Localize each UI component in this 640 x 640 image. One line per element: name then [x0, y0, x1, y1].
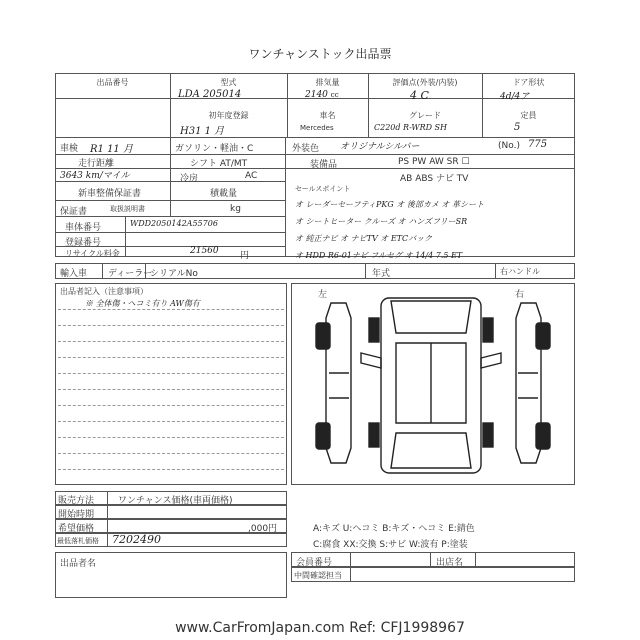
- recycle-unit: 円: [240, 251, 250, 261]
- equipment-label: 装備品: [310, 160, 338, 170]
- member-label: 会員番号: [296, 558, 333, 568]
- equipment-row1: PS PW AW SR ☐: [398, 157, 470, 167]
- grade-eval-value: 4 C: [410, 89, 429, 102]
- grade-label: グレード: [409, 111, 441, 120]
- plate-label: 登録番号: [65, 238, 102, 248]
- first-reg-value: H31 1 月: [180, 126, 225, 137]
- min-value: 7202490: [112, 533, 161, 546]
- chassis-label: 車体番号: [65, 223, 102, 233]
- inspection-label: 車検: [60, 144, 79, 154]
- watermark: www.CarFromJapan.com Ref: CFJ1998967: [175, 620, 465, 636]
- grade-value: C220d R-WRD SH: [374, 123, 448, 132]
- equipment-row2: AB ABS ナビ TV: [400, 174, 469, 184]
- ac-label: 冷房: [180, 174, 199, 184]
- mileage-value: 3643 km/マイル: [60, 171, 130, 181]
- handle-label: 右ハンドル: [500, 267, 540, 276]
- grade-eval-label: 評価点(外装/内装): [392, 78, 458, 87]
- start-label: 開始時期: [58, 510, 95, 520]
- inspection-value: R1 11 月: [90, 144, 133, 155]
- sales-point-2: オ シートヒーター クルーズ オ ハンズフリーSR: [295, 217, 468, 226]
- chassis-value: WDD2050142A55706: [130, 219, 218, 228]
- notes-box: [55, 283, 287, 485]
- manual-label: 取扱説明書: [110, 205, 145, 213]
- capacity-label: 定員: [520, 111, 537, 120]
- sales-point-4: オ HDD R6-01ナビ フルセグ オ 14/4 7.5 ET: [295, 251, 463, 260]
- import-label: 輸入車: [60, 269, 88, 279]
- min-label: 最低落札価格: [57, 537, 99, 545]
- model-value: LDA 205014: [178, 89, 242, 100]
- cargo-unit: kg: [230, 204, 241, 214]
- doors-label: ドア形状: [512, 78, 545, 87]
- legend-line-1: A:キズ U:ヘコミ B:キズ・ヘコミ E:錆色: [313, 524, 475, 534]
- recycle-label: 新車整備保証書: [78, 189, 142, 199]
- listing-no-label: 出品番号: [96, 78, 129, 87]
- recycle-fee-label: リサイクル料金: [65, 249, 120, 258]
- sales-point-label: セールスポイント: [295, 185, 351, 193]
- shift-label: シフト AT/MT: [190, 159, 248, 169]
- maker-value: Mercedes: [300, 124, 334, 132]
- notes-title: 出品者記入（注意事項）: [60, 287, 148, 296]
- diagram-left-label: 左: [318, 290, 328, 300]
- exterior-value: オリジナルシルバー: [340, 142, 420, 152]
- ac-value: AC: [245, 171, 258, 181]
- color-no-label: (No.): [498, 141, 520, 151]
- first-reg-label: 初年度登録: [208, 111, 249, 120]
- legend-line-2: C:腐食 XX:交換 S:サビ W:波有 P:塗装: [313, 540, 468, 550]
- cargo-label: 積載量: [210, 189, 238, 199]
- color-no-value: 775: [528, 139, 548, 150]
- year-label: 年式: [372, 269, 391, 279]
- sales-point-1: オ レーダーセーフティPKG オ 後部カメ オ 革シート: [295, 200, 484, 209]
- displacement-value: 2140 cc: [305, 90, 339, 100]
- displacement-label: 排気量: [315, 78, 340, 87]
- method-label: 販売方法: [58, 496, 95, 506]
- exterior-label: 外装色: [292, 144, 320, 154]
- mileage-label: 走行距離: [78, 159, 115, 169]
- price-value: ,000円: [248, 524, 278, 534]
- method-value: ワンチャンス価格(車両価格): [118, 496, 233, 506]
- doors-value: 4d/4ア: [500, 92, 530, 102]
- maker-label: 車名: [319, 111, 336, 120]
- dealer-label: ディーラー: [108, 269, 153, 279]
- notes-line-1: ※ 全体傷・ヘコミ有り AW傷有: [85, 299, 200, 308]
- recycle-fee-value: 21560: [190, 246, 219, 256]
- serial-label: シリアルNo: [150, 269, 198, 279]
- store-label: 出店名: [436, 558, 464, 568]
- model-label: 型式: [220, 78, 237, 87]
- sales-point-3: オ 純正ナビ オ ナビTV オ ETCバック: [295, 234, 433, 243]
- car-damage-diagram: [291, 283, 575, 485]
- capacity-value: 5: [514, 122, 521, 133]
- price-label: 希望価格: [58, 524, 95, 534]
- member-row: [291, 552, 575, 567]
- warranty-label: 保証書: [60, 207, 88, 217]
- remarks-label: 出品者名: [60, 559, 97, 569]
- diagram-right-label: 右: [515, 290, 525, 300]
- page-title: ワンチャンストック出品票: [248, 47, 392, 61]
- fuel-label: ガソリン・軽油・C: [175, 144, 254, 154]
- inspector-label: 中間確認担当: [294, 571, 342, 580]
